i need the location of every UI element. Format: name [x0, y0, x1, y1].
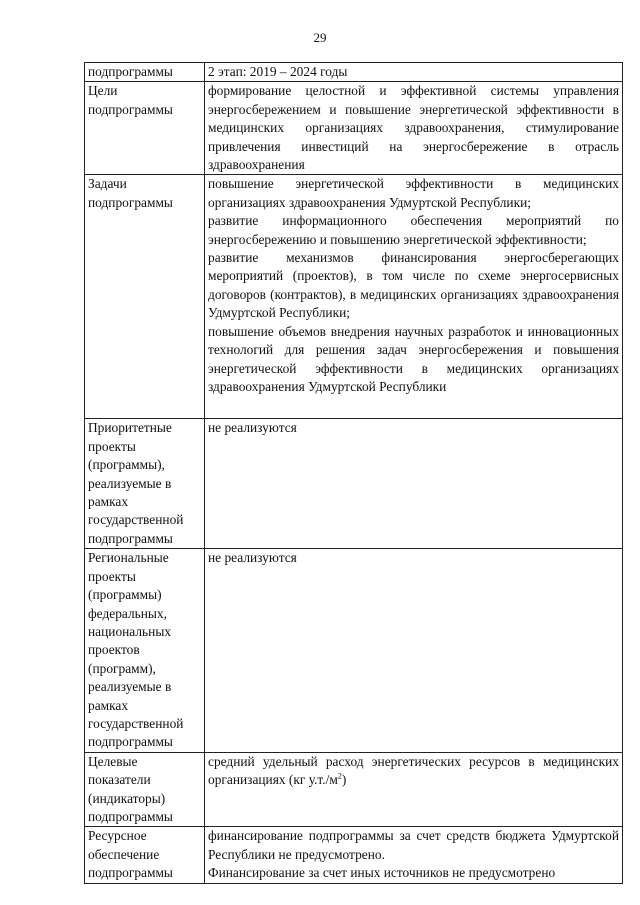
- row-label: Ресурсное обеспечение подпрограммы: [85, 827, 205, 883]
- subprogram-passport-table: [84, 62, 623, 884]
- row-value-text: финансирование подпрограммы за счет средств бюджета Удмуртской Республики не предусмотрено.: [208, 828, 619, 862]
- row-value-text: [208, 753, 619, 790]
- row-value-text: повышение объемов внедрения научных разработок и инновационных технологий для решения задач энергосбережения и повышения энергетической эффективности в медицинских организациях здравоохранения Удмуртской Республики: [208, 323, 619, 394]
- table-row-regional-projects: [85, 549, 623, 752]
- indicator-superscript: 2: [337, 771, 342, 781]
- table-row-resources: [85, 827, 623, 883]
- table-row-goals: [85, 82, 623, 175]
- row-value: [205, 827, 623, 883]
- row-value: [205, 549, 623, 752]
- row-value-text: не реализуются: [208, 420, 297, 436]
- row-value: [205, 63, 623, 82]
- row-value-text: формирование целостной и эффективной системы управления энергосбережением и повышение энергетической эффективности в медицинских организациях здравоохранения, стимулирование привлечения инвестиций на энергосбережение в отрасль здравоохранения: [208, 83, 619, 173]
- indicator-tail: ): [341, 772, 347, 788]
- table-row-stage: [85, 63, 623, 82]
- row-value-text: Финансирование за счет иных источников не предусмотрено: [208, 865, 556, 881]
- row-value-text: повышение энергетической эффективности в медицинских организациях здравоохранения Удмуртской Республики;: [208, 176, 619, 210]
- table-row-target-indicators: [85, 752, 623, 827]
- row-value: [205, 82, 623, 175]
- row-value-text: не реализуются: [208, 550, 297, 566]
- table-row-priority-projects: [85, 419, 623, 549]
- row-label: Региональные проекты (программы) федеральных, национальных проектов (программ), реализуемые в рамках государственной подпрограммы: [85, 549, 205, 752]
- row-value: [205, 419, 623, 549]
- row-value: [205, 175, 623, 419]
- row-value-text: развитие механизмов финансирования энергосберегающих мероприятий (проектов), в том числе по схеме энергосервисных договоров (контрактов), в медицинских организациях здравоохранения Удмуртской Республики;: [208, 250, 619, 321]
- row-value-text: развитие информационного обеспечения мероприятий по энергосбережению и повышению энергетической эффективности;: [208, 213, 619, 247]
- row-label: Задачи подпрограммы: [85, 175, 205, 419]
- page-number: 29: [313, 30, 327, 45]
- table-row-tasks: [85, 175, 623, 419]
- row-label: подпрограммы: [85, 63, 205, 82]
- row-label: Цели подпрограммы: [85, 82, 205, 175]
- row-label: Приоритетные проекты (программы), реализуемые в рамках государственной подпрограммы: [85, 419, 205, 549]
- row-label: Целевые показатели (индикаторы) подпрограммы: [85, 752, 205, 827]
- indicator-text: средний удельный расход энергетических ресурсов в медицинских организациях (кг у.т./м: [208, 753, 619, 788]
- row-value: [205, 752, 623, 827]
- row-value-text: 2 этап: 2019 – 2024 годы: [208, 64, 348, 79]
